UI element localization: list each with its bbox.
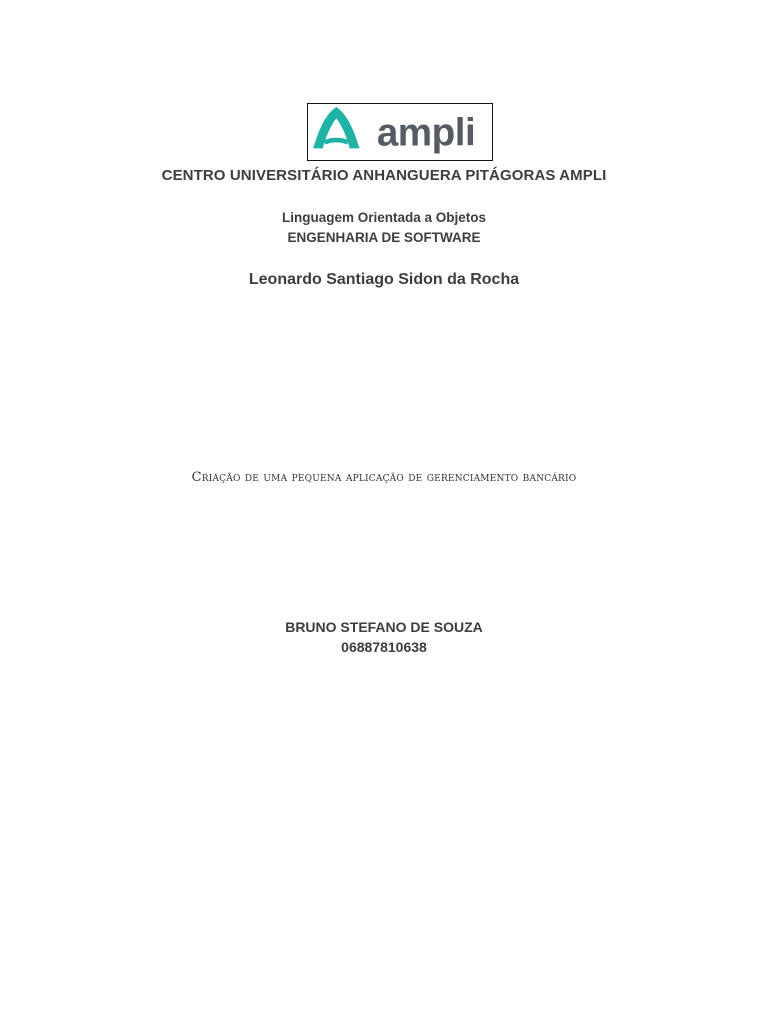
ampli-logo xyxy=(307,103,493,161)
author-id: 06887810638 xyxy=(341,639,427,655)
institution-name: CENTRO UNIVERSITÁRIO ANHANGUERA PITÁGORAS AMPLI xyxy=(161,167,607,184)
student-name: Leonardo Santiago Sidon da Rocha xyxy=(248,271,520,288)
logo-wordmark: ampli xyxy=(376,111,476,155)
ampli-a-logo-icon xyxy=(313,107,359,149)
author-name: BRUNO STEFANO DE SOUZA xyxy=(285,619,483,635)
program-name: ENGENHARIA DE SOFTWARE xyxy=(287,230,481,245)
course-name: Linguagem Orientada a Objetos xyxy=(281,210,487,225)
project-title: Criação de uma pequena aplicação de gerenciamento bancário xyxy=(191,470,577,485)
ampli-logo-svg xyxy=(308,104,492,160)
